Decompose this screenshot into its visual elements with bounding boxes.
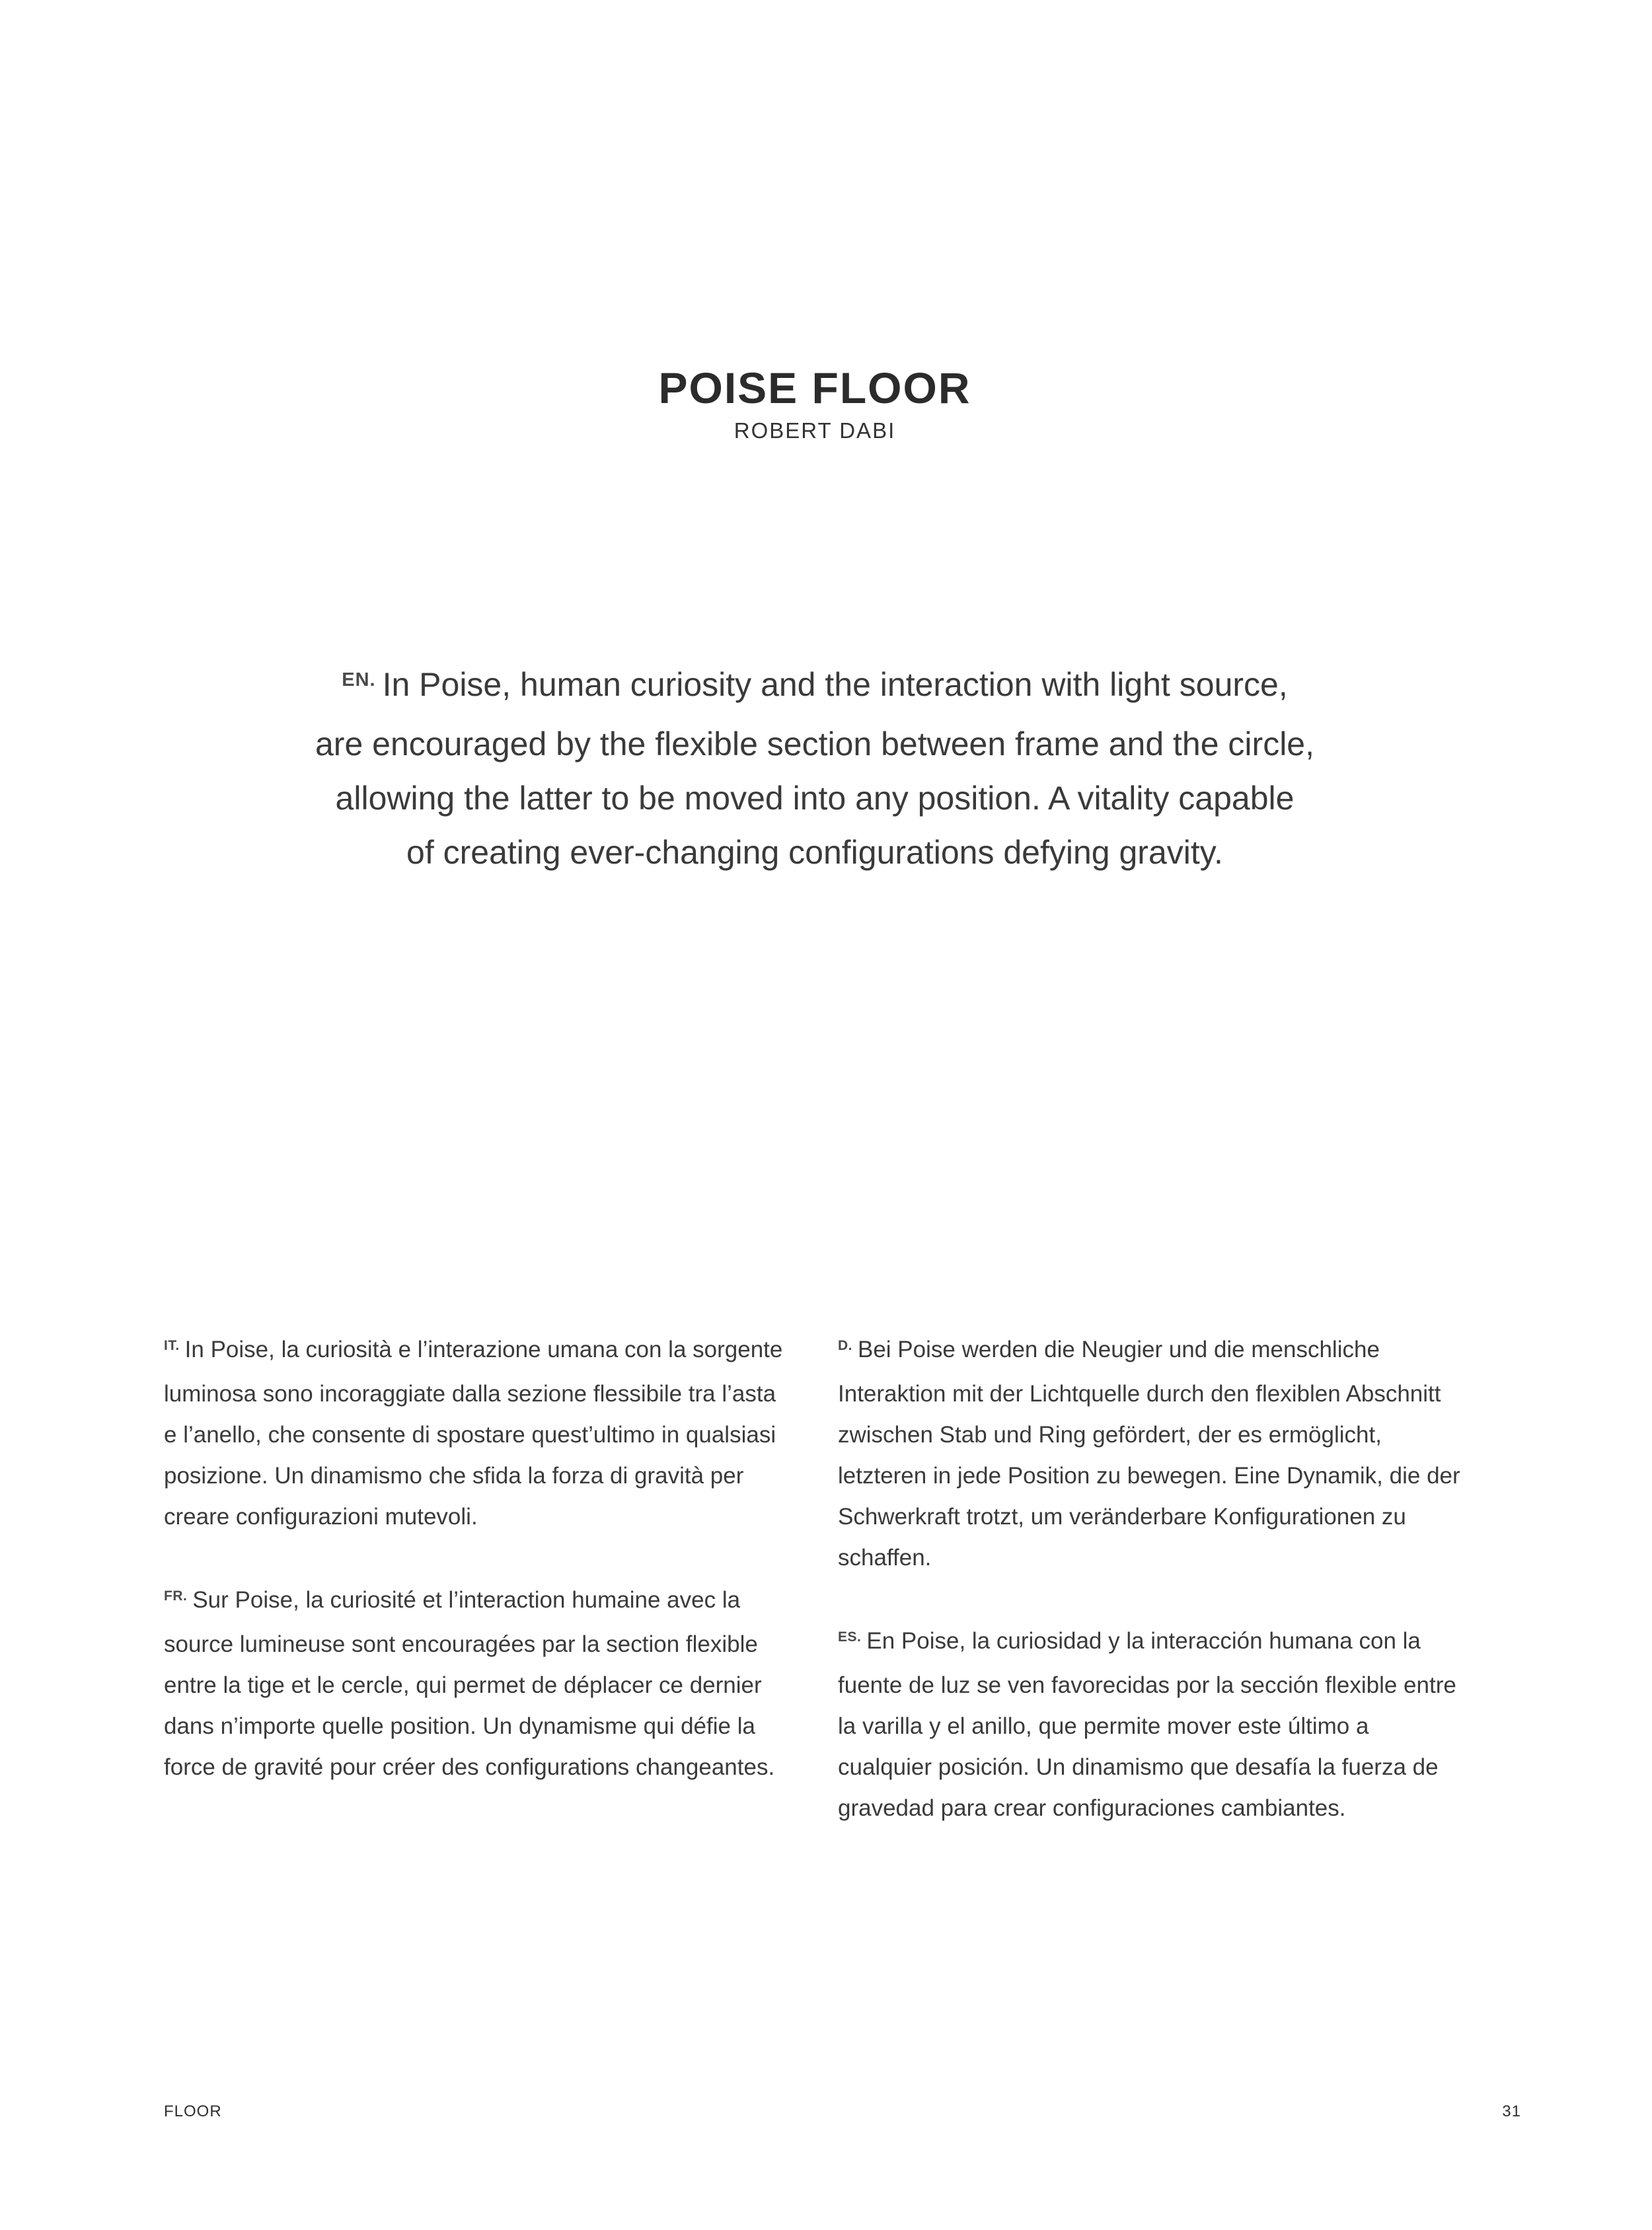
- intro-line-2: are encouraged by the flexible section between frame and the circle,: [315, 725, 1314, 762]
- right-column: [838, 1329, 1521, 1871]
- intro-line-4: of creating ever-changing configurations defying gravity.: [406, 834, 1223, 871]
- page-footer: [164, 2102, 1521, 2121]
- paragraph-spanish: [838, 1621, 1462, 1829]
- intro-lang-code: EN.: [342, 669, 376, 690]
- intro-paragraph: [0, 657, 1630, 879]
- paragraph-french: [164, 1580, 788, 1788]
- paragraph-german: [838, 1329, 1462, 1579]
- paragraph-german-text: Bei Poise werden die Neugier und die menschliche Interaktion mit der Lichtquelle durch den flexiblen Abschnitt zwischen Stab und Ring gefördert, der es ermöglicht, letzteren in jede Position zu bewegen. Eine Dynamik, die der Schwerkraft trotzt, um veränderbare Konfigurationen zu schaffen.: [838, 1337, 1460, 1571]
- translation-columns: [164, 1329, 1521, 1871]
- paragraph-spanish-text: En Poise, la curiosidad y la interacción humana con la fuente de luz se ven favorecidas por la sección flexible entre la varilla y el anillo, que permite mover este último a cualquier posición. Un dinamismo que desafía la fuerza de gravedad para crear configuraciones cambiantes.: [838, 1628, 1456, 1821]
- paragraph-italian-text: In Poise, la curiosità e l’interazione umana con la sorgente luminosa sono incoraggiate dalla sezione flessibile tra l’asta e l’anello, che consente di spostare quest’ultimo in qualsiasi posizione. Un dinamismo che sfida la forza di gravità per creare configurazioni mutevoli.: [164, 1337, 783, 1530]
- intro-line-3: allowing the latter to be moved into any position. A vitality capable: [335, 780, 1295, 817]
- lang-code-it: IT.: [164, 1338, 180, 1353]
- lang-code-es: ES.: [838, 1629, 862, 1645]
- paragraph-italian: [164, 1329, 788, 1538]
- left-column: [164, 1329, 792, 1871]
- designer-name: ROBERT DABI: [733, 418, 896, 443]
- lang-code-fr: FR.: [164, 1588, 188, 1604]
- lang-code-de: D.: [838, 1338, 852, 1353]
- intro-line-1-text: In Poise, human curiosity and the interaction with light source,: [382, 666, 1288, 703]
- intro-line-1: [0, 657, 1630, 717]
- page-title: POISE FLOOR: [658, 363, 971, 413]
- paragraph-french-text: Sur Poise, la curiosité et l’interaction humaine avec la source lumineuse sont encouragées par la section flexible entre la tige et le cercle, qui permet de déplacer ce dernier dans n’importe quelle position. Un dynamisme qui défie la force de gravité pour créer des configurations changeantes.: [164, 1587, 775, 1780]
- footer-section-label: FLOOR: [164, 2102, 222, 2120]
- page-number: 31: [1502, 2102, 1521, 2120]
